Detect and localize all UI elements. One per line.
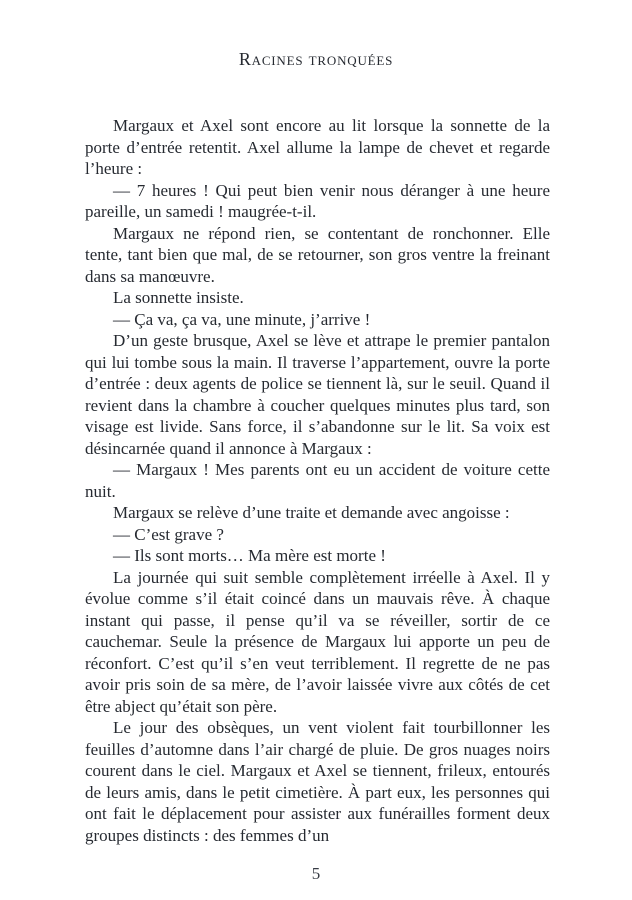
paragraph: — 7 heures ! Qui peut bien venir nous déranger à une heure pareille, un samedi ! maugrée-t-il. <box>85 180 550 221</box>
running-header: Racines tronquées <box>238 49 394 69</box>
paragraph: La journée qui suit semble complètement irréelle à Axel. Il y évolue comme s’il était coincé dans un mauvais rêve. À chaque instant qui passe, il pense qu’il va se réveiller, sortir de ce cauchemar. Seule la présence de Margaux lui apporte un peu de réconfort. C’est qu’il s’en veut terriblement. Il regrette de ne pas avoir pris soin de sa mère, de l’avoir laissée vivre aux côtés de cet être abject qu’était son père. <box>85 567 550 716</box>
paragraph: — Ça va, ça va, une minute, j’arrive ! <box>113 309 371 329</box>
paragraph: — Ils sont morts… Ma mère est morte ! <box>113 546 386 565</box>
paragraph: Margaux et Axel sont encore au lit lorsque la sonnette de la porte d’entrée retentit. Axel allume la lampe de chevet et regarde l’heure : <box>85 116 550 178</box>
paragraph: Margaux se relève d’une traite et demande avec angoisse : <box>113 503 510 522</box>
paragraph: — Margaux ! Mes parents ont eu un accident de voiture cette nuit. <box>85 460 550 501</box>
paragraph: D’un geste brusque, Axel se lève et attrape le premier pantalon qui lui tombe sous la main. Il traverse l’appartement, ouvre la porte d’entrée : deux agents de police se tiennent là, sur le seuil. Quand il revient dans la chambre à coucher quelques minutes plus tard, son visage est livide. Sans force, il s’abandonne sur le lit. Sa voix est désincarnée quand il annonce à Margaux : <box>85 331 550 458</box>
paragraph: — C’est grave ? <box>113 524 224 544</box>
body-text <box>85 115 550 846</box>
paragraph: Margaux ne répond rien, se contentant de ronchonner. Elle tente, tant bien que mal, de se retourner, son gros ventre la freinant dans sa manœuvre. <box>85 223 550 286</box>
paragraph: Le jour des obsèques, un vent violent fait tourbillonner les feuilles d’automne dans l’air chargé de pluie. De gros nuages noirs courent dans le ciel. Margaux et Axel se tiennent, frileux, entourés de leurs amis, dans le petit cimetière. À part eux, les personnes qui ont fait le déplacement pour assister aux funérailles forment deux groupes distincts : des femmes d’un <box>85 718 550 845</box>
paragraph: La sonnette insiste. <box>113 288 244 307</box>
page-number: 5 <box>311 864 321 883</box>
